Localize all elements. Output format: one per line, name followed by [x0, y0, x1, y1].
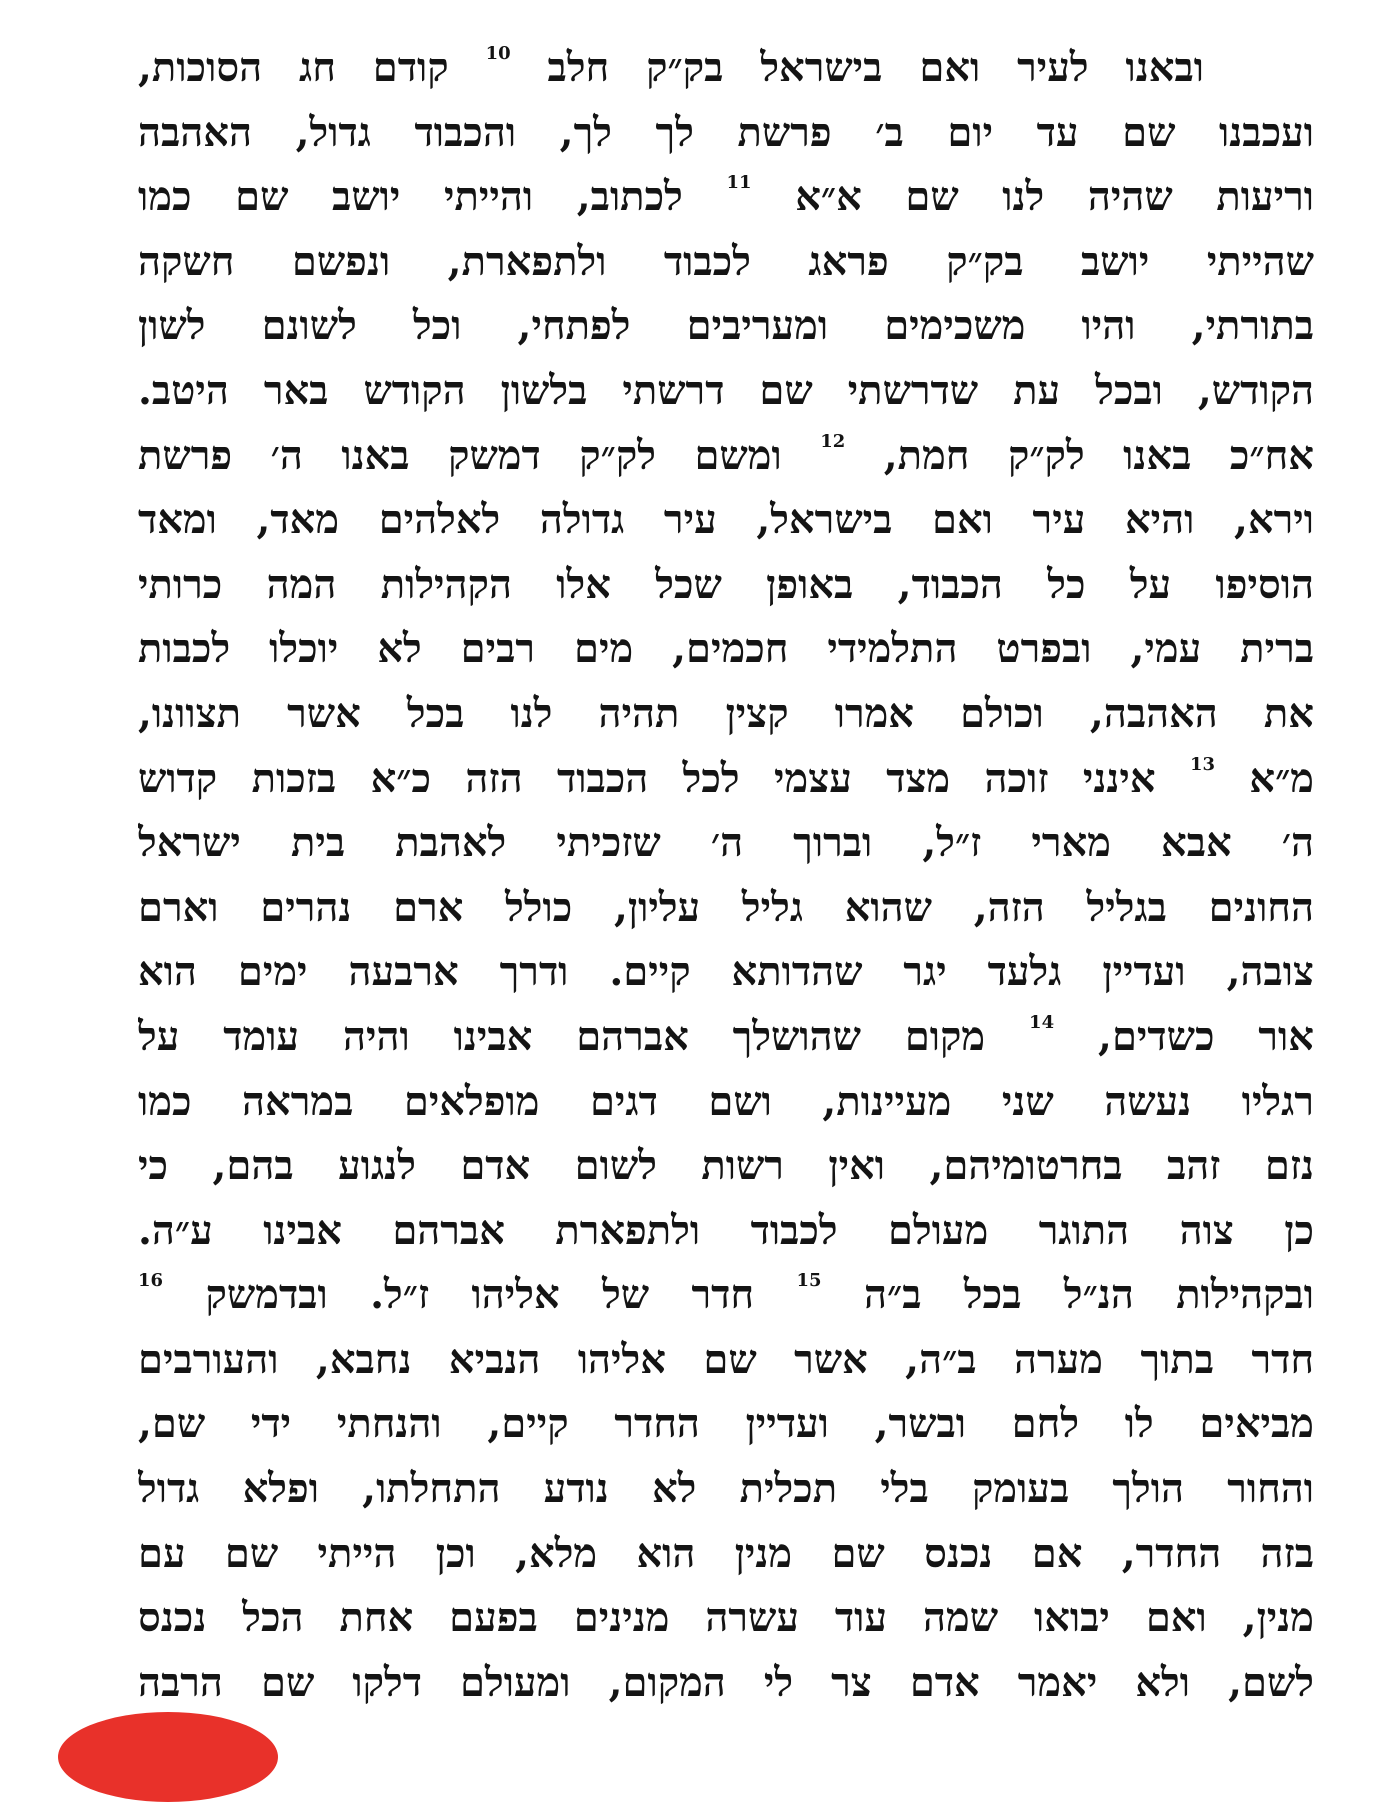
text-line: צובה, ועדיין גלעד יגר שהדותא קיים. ודרך ארבעה ימים הוא [138, 948, 1314, 996]
text-line: מביאים לו לחם ובשר, ועדיין החדר קיים, והנחתי ידי שם, [138, 1400, 1314, 1448]
text-line: שהייתי יושב בק״ק פראג לכבוד ולתפארת, ונפשם חשקה [138, 237, 1314, 285]
footnote-marker: 10 [485, 43, 511, 64]
footnote-marker: 15 [796, 1270, 822, 1292]
footnote-marker: 13 [1189, 753, 1216, 775]
text-line: וריעות שהיה לנו שם א״א $^{11}$ לכתוב, והייתי יושב שם כמו [138, 172, 1314, 221]
text-line: כן צוה התוגר מעולם לכבוד ולתפארת אברהם אבינו ע״ה. [138, 1206, 1314, 1254]
footnote-marker: 11 [726, 172, 752, 194]
red-highlight-shape [58, 1712, 278, 1802]
text-line: הקודש, ובכל עת שדרשתי שם דרשתי בלשון הקודש באר היטב. [138, 366, 1314, 414]
hebrew-text-block [138, 36, 1314, 1715]
footnote-marker: 14 [1029, 1011, 1055, 1033]
text-line: בתורתי, והיו משכימים ומעריבים לפתחי, וכל לשונם לשון [138, 302, 1314, 350]
text-line: החונים בגליל הזה, שהוא גליל עליון, כולל ארם נהרים וארם [138, 883, 1314, 931]
text-line: נזם זהב בחרטומיהם, ואין רשות לשום אדם לנגוע בהם, כי [138, 1142, 1314, 1190]
text-line: ובאנו לעיר ואם בישראל בק״ק חלב $^{10}$ קודם חג הסוכות, [138, 43, 1204, 91]
footnote-marker: 12 [820, 430, 846, 452]
text-line: ה׳ אבא מארי ז״ל, וברוך ה׳ שזכיתי לאהבת בית ישראל [138, 819, 1314, 867]
text-line: אור כשדים, $^{14}$ מקום שהושלך אברהם אבינו והיה עומד על [138, 1011, 1314, 1060]
text-line: והחור הולך בעומק בלי תכלית לא נודע התחלתו, ופלא גדול [138, 1465, 1314, 1513]
text-line: חדר בתוך מערה ב״ה, אשר שם אליהו הנביא נחבא, והעורבים [138, 1335, 1314, 1383]
text-line: ברית עמי, ובפרט התלמידי חכמים, מים רבים לא יוכלו לכבות [138, 625, 1314, 673]
text-line: רגליו נעשה שני מעיינות, ושם דגים מופלאים במראה כמו [138, 1077, 1314, 1125]
text-line: אח״כ באנו לק״ק חמת, $^{12}$ ומשם לק״ק דמשק באנו ה׳ פרשת [138, 430, 1314, 479]
text-line: מ״א $^{13}$ אינני זוכה מצד עצמי לכל הכבוד הזה כ״א בזכות קדוש [138, 753, 1314, 802]
text-line: ועכבנו שם עד יום ב׳ פרשת לך לך, והכבוד גדול, האהבה [138, 108, 1314, 156]
text-line: ובקהילות הנ״ל בכל ב״ה $^{15}$ חדר של אליהו ז״ל. ובדמשק $^{16}$ [138, 1270, 1314, 1319]
text-line: מנין, ואם יבואו שמה עוד עשרה מנינים בפעם אחת הכל נכנס [138, 1594, 1314, 1642]
text-line: בזה החדר, אם נכנס שם מנין הוא מלא, וכן הייתי שם עם [138, 1529, 1314, 1577]
text-line: וירא, והיא עיר ואם בישראל, עיר גדולה לאלהים מאד, ומאד [138, 496, 1314, 544]
text-line: הוסיפו על כל הכבוד, באופן שכל אלו הקהילות המה כרותי [138, 560, 1314, 608]
text-line: את האהבה, וכולם אמרו קצין תהיה לנו בכל אשר תצוונו, [138, 689, 1314, 737]
footnote-marker: 16 [138, 1270, 164, 1292]
text-line: לשם, ולא יאמר אדם צר לי המקום, ומעולם דלקו שם הרבה [138, 1658, 1314, 1706]
